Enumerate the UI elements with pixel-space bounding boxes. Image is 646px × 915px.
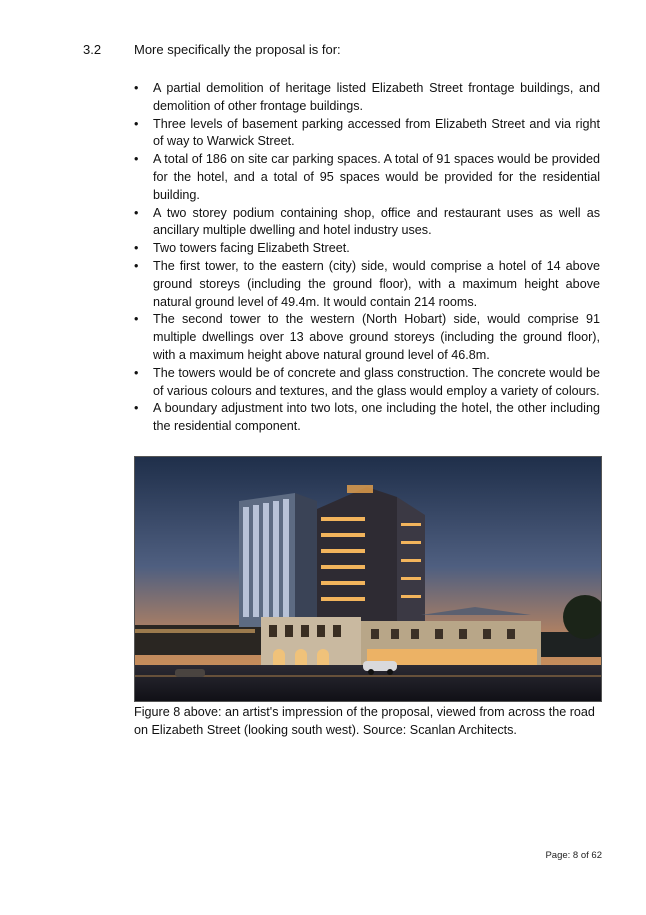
list-item: • A total of 186 on site car parking spaces. A total of 91 spaces would be provided for the hotel, and a total of 95 spaces would be provided for the residential building. — [134, 152, 600, 202]
bullet-icon: • — [134, 401, 139, 416]
page-number: Page: 8 of 62 — [545, 850, 602, 861]
proposal-bullet-list — [134, 80, 600, 436]
list-item: • Three levels of basement parking accessed from Elizabeth Street and via right of way to Warwick Street. — [134, 116, 600, 149]
list-item: • A two storey podium containing shop, office and restaurant uses as well as ancillary multiple dwelling and hotel industry uses. — [134, 205, 600, 238]
bullet-icon: • — [134, 152, 139, 167]
bullet-icon: • — [134, 241, 139, 256]
bullet-icon: • — [134, 116, 139, 131]
building-render-illustration — [135, 457, 601, 701]
list-item: • The towers would be of concrete and glass construction. The concrete would be of various colours and textures, and the glass would employ a variety of colours. — [134, 365, 600, 398]
section-number: 3.2 — [83, 42, 102, 57]
bullet-icon: • — [134, 312, 139, 327]
list-item: • A partial demolition of heritage listed Elizabeth Street frontage buildings, and demolition of other frontage buildings. — [134, 81, 600, 113]
list-item: • The first tower, to the eastern (city) side, would comprise a hotel of 14 above ground storeys (including the ground floor), with a maximum height above natural ground level of 49.4m. It would contain 214 rooms. — [134, 258, 600, 309]
bullet-icon: • — [134, 81, 139, 95]
bullet-icon: • — [134, 365, 139, 380]
bullet-icon: • — [134, 258, 139, 273]
list-item: • The second tower to the western (North Hobart) side, would comprise 91 multiple dwellings over 13 above ground storeys (including the ground floor), with a maximum height above natural ground level of 46.8m. — [134, 312, 600, 362]
bullet-icon: • — [134, 205, 139, 220]
list-item: • Two towers facing Elizabeth Street. — [134, 240, 600, 258]
list-item: • A boundary adjustment into two lots, one including the hotel, the other including the residential component. — [134, 401, 600, 434]
artist-impression-figure — [134, 456, 602, 702]
section-heading: More specifically the proposal is for: — [134, 42, 341, 57]
figure-caption: Figure 8 above: an artist's impression of the proposal, viewed from across the road on Elizabeth Street (looking south west). Source: Scanlan Architects. — [134, 705, 595, 737]
